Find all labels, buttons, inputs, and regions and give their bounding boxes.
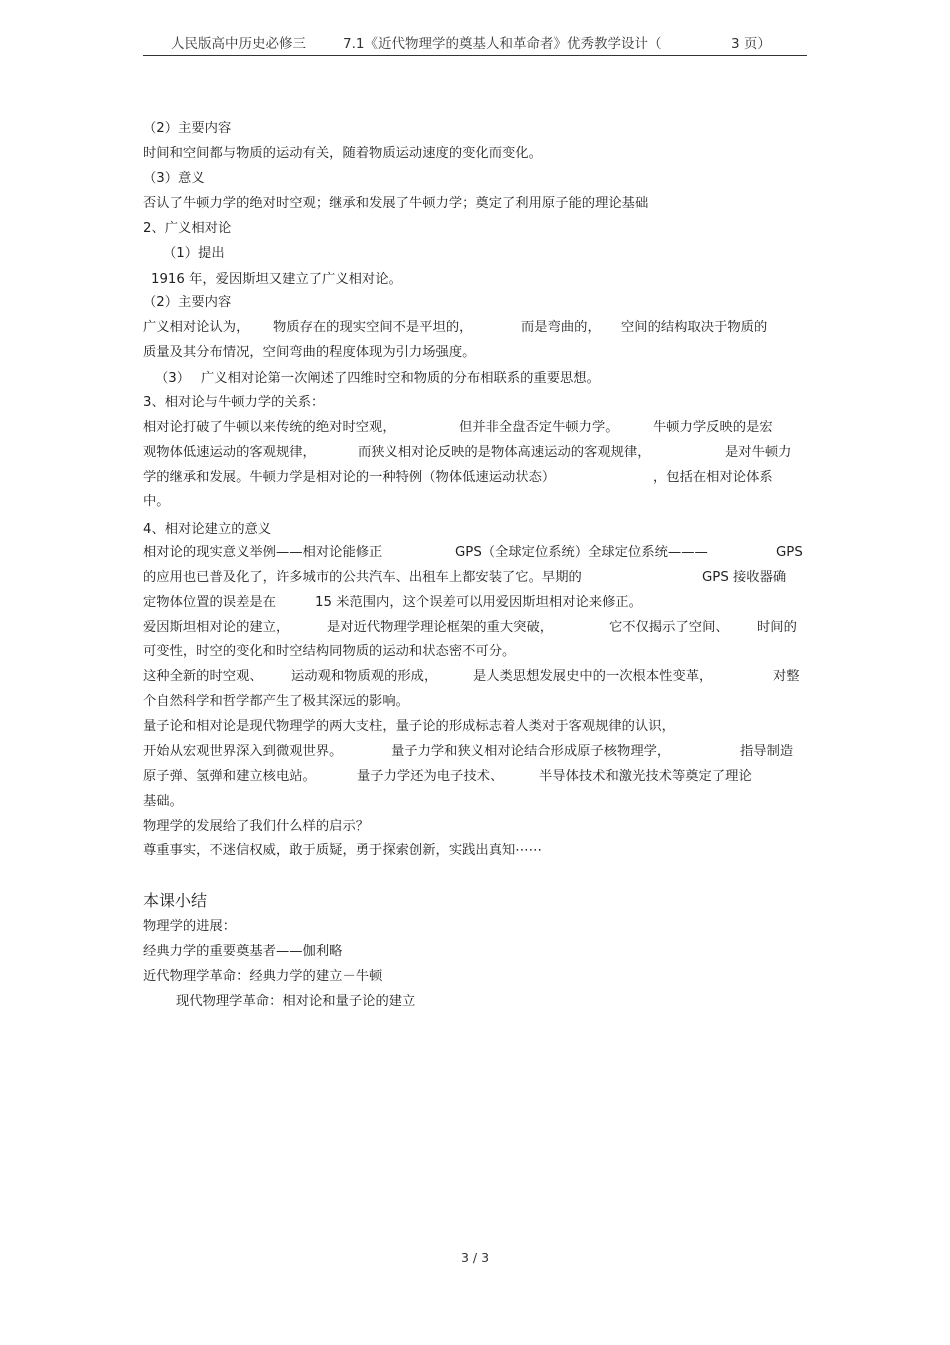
text-segment: 它不仅揭示了空间、 bbox=[609, 620, 729, 635]
text-line: 经典力学的重要奠基者——伽利略 bbox=[143, 944, 343, 959]
header-title: 人民版高中历史必修三 bbox=[171, 36, 306, 52]
text-segment: 空间的结构取决于物质的 bbox=[621, 320, 768, 335]
text-line bbox=[143, 318, 813, 338]
text-segment: 相对论的现实意义举例——相对论能修正 bbox=[143, 545, 383, 560]
header-lesson: 7.1《近代物理学的奠基人和革命者》优秀教学设计（ bbox=[343, 36, 662, 52]
text-segment: 对整 bbox=[773, 669, 800, 684]
text-line: （3）意义 bbox=[143, 171, 205, 186]
text-line: 可变性，时空的变化和时空结构同物质的运动和状态密不可分。 bbox=[143, 644, 516, 659]
text-segment: 物质存在的现实空间不是平坦的， bbox=[273, 320, 473, 335]
text-segment: 观物体低速运动的客观规律， bbox=[143, 445, 316, 460]
text-segment: 学的继承和发展。牛顿力学是相对论的一种特例（物体低速运动状态） bbox=[143, 470, 556, 485]
text-line: 量子论和相对论是现代物理学的两大支柱，量子论的形成标志着人类对于客观规律的认识， bbox=[143, 719, 675, 734]
text-line: 中。 bbox=[143, 494, 170, 509]
text-line: （2）主要内容 bbox=[143, 295, 232, 310]
text-line bbox=[143, 742, 813, 762]
text-segment: 原子弹、氢弹和建立核电站。 bbox=[143, 769, 316, 784]
text-segment: 量子力学和狭义相对论结合形成原子核物理学， bbox=[391, 744, 671, 759]
text-segment: GPS（全球定位系统）全球定位系统——— bbox=[455, 545, 708, 560]
section-heading: 2、广义相对论 bbox=[143, 221, 232, 236]
text-segment: 开始从宏观世界深入到微观世界。 bbox=[143, 744, 343, 759]
text-line bbox=[143, 618, 813, 638]
text-segment: GPS bbox=[776, 545, 803, 560]
text-segment: 爱因斯坦相对论的建立， bbox=[143, 620, 290, 635]
text-line: 否认了牛顿力学的绝对时空观；继承和发展了牛顿力学；奠定了利用原子能的理论基础 bbox=[143, 196, 649, 211]
text-line: （1）提出 bbox=[163, 246, 225, 261]
text-segment: 广义相对论认为， bbox=[143, 320, 250, 335]
text-line: 尊重事实，不迷信权威，敢于质疑，勇于探索创新，实践出真知⋯⋯ bbox=[143, 843, 542, 858]
text-segment: 运动观和物质观的形成， bbox=[291, 669, 438, 684]
text-segment: 这种全新的时空观、 bbox=[143, 669, 263, 684]
text-line: 基础。 bbox=[143, 794, 183, 809]
text-line bbox=[143, 568, 813, 588]
text-line: 近代物理学革命：经典力学的建立－牛顿 bbox=[143, 969, 383, 984]
text-line: 1916 年，爱因斯坦又建立了广义相对论。 bbox=[151, 272, 402, 287]
text-line bbox=[143, 369, 813, 389]
text-line bbox=[143, 593, 813, 613]
header-pages: 3 页） bbox=[731, 36, 771, 52]
text-line: 物理学的发展给了我们什么样的启示？ bbox=[143, 819, 370, 834]
text-line bbox=[143, 443, 813, 463]
text-segment: 的应用也已普及化了，许多城市的公共汽车、出租车上都安装了它。早期的 bbox=[143, 570, 582, 585]
text-line: 个自然科学和哲学都产生了极其深远的影响。 bbox=[143, 694, 409, 709]
text-segment: 而狭义相对论反映的是物体高速运动的客观规律， bbox=[358, 445, 651, 460]
page-header bbox=[143, 34, 807, 54]
summary-title: 本课小结 bbox=[143, 891, 208, 910]
text-line bbox=[143, 468, 813, 488]
text-line: 现代物理学革命：相对论和量子论的建立 bbox=[176, 994, 416, 1009]
text-line bbox=[143, 543, 813, 563]
header-rule bbox=[143, 55, 807, 56]
text-line bbox=[143, 667, 813, 687]
text-segment: 指导制造 bbox=[740, 744, 794, 759]
text-segment: 半导体技术和激光技术等奠定了理论 bbox=[539, 769, 752, 784]
text-segment: ，包括在相对论体系 bbox=[653, 470, 773, 485]
text-line: （2）主要内容 bbox=[143, 121, 232, 136]
text-line bbox=[143, 418, 813, 438]
text-segment: 15 米范围内，这个误差可以用爱因斯坦相对论来修正。 bbox=[315, 595, 642, 610]
text-line: 质量及其分布情况，空间弯曲的程度体现为引力场强度。 bbox=[143, 345, 476, 360]
text-segment: 牛顿力学反映的是宏 bbox=[653, 420, 773, 435]
text-segment: GPS 接收器确 bbox=[702, 570, 787, 585]
text-segment: 是对近代物理学理论框架的重大突破， bbox=[327, 620, 554, 635]
page-number: 3 / 3 bbox=[460, 1250, 490, 1265]
text-segment: 而是弯曲的， bbox=[521, 320, 601, 335]
text-segment: 定物体位置的误差是在 bbox=[143, 595, 276, 610]
text-line: 物理学的进展： bbox=[143, 919, 237, 934]
text-line bbox=[143, 767, 813, 787]
text-segment: 是对牛顿力 bbox=[725, 445, 792, 460]
text-line: 时间和空间都与物质的运动有关，随着物质运动速度的变化而变化。 bbox=[143, 146, 542, 161]
text-segment: 但并非全盘否定牛顿力学。 bbox=[459, 420, 619, 435]
section-heading: 3、相对论与牛顿力学的关系： bbox=[143, 395, 325, 410]
text-segment: 量子力学还为电子技术、 bbox=[357, 769, 504, 784]
text-segment: 是人类思想发展史中的一次根本性变革， bbox=[473, 669, 713, 684]
section-heading: 4、相对论建立的意义 bbox=[143, 522, 272, 537]
text-segment: 时间的 bbox=[757, 620, 797, 635]
text-segment: 广义相对论第一次阐述了四维时空和物质的分布相联系的重要思想。 bbox=[201, 371, 600, 386]
text-segment: （3） bbox=[155, 371, 191, 386]
text-segment: 相对论打破了牛顿以来传统的绝对时空观， bbox=[143, 420, 396, 435]
